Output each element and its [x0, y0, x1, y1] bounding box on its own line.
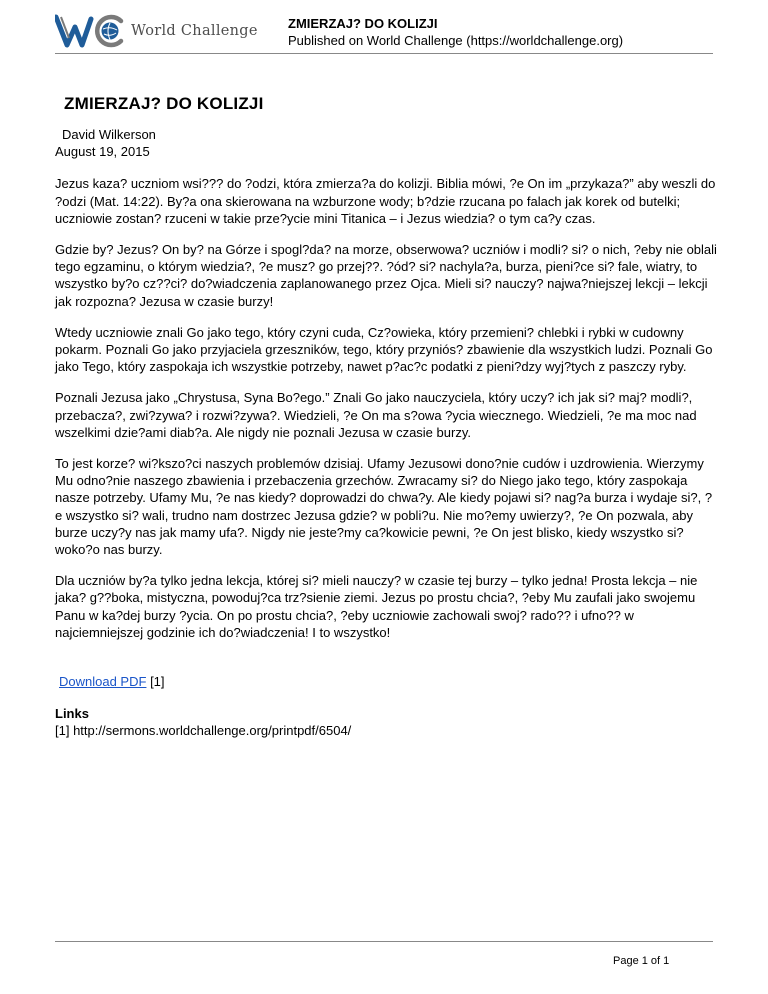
header-published: Published on World Challenge (https://worldchallenge.org) — [288, 33, 624, 48]
article-paragraph: Wtedy uczniowie znali Go jako tego, który czyni cuda, Cz?owieka, który przemieni? chlebki i rybki w cudowny pokarm. Poznali Go jako przyjaciela grzeszników, tego, który przyniós? zbawienie dla wszystkich ludzi. Poznali Go jako Tego, który zaspokaja ich wszystkie potrzeby, nawet p?ac?c podatki z pieni?dzy wyj?tych z paszczy ryby. — [55, 324, 713, 375]
download-section — [55, 673, 717, 690]
article-author: David Wilkerson — [62, 127, 156, 142]
world-challenge-logo[interactable] — [55, 14, 258, 48]
links-heading: Links — [55, 706, 89, 722]
header-title: ZMIERZAJ? DO KOLIZJI — [288, 16, 438, 31]
download-ref: [1] — [150, 674, 165, 690]
page-header — [55, 14, 713, 54]
link-item: [1] http://sermons.worldchallenge.org/printpdf/6504/ — [55, 723, 352, 739]
article-paragraph: Poznali Jezusa jako „Chrystusa, Syna Bo?ego.” Znali Go jako nauczyciela, który uczy? ich jak si? maj? modli?, przebacza?, zwi?zywa? i rozwi?zywa?. Wiedzieli, ?e On ma s?owa ?ycia wiecznego. Wiedzieli, ?e ma moc nad wszelkimi dzie?ami diab?a. Ale nigdy nie poznali Jezusa w czasie burzy. — [55, 390, 697, 440]
logo-text: World Challenge — [131, 23, 258, 39]
article-title: ZMIERZAJ? DO KOLIZJI — [64, 94, 264, 113]
header-divider — [55, 53, 713, 54]
world-challenge-logo-icon — [55, 14, 129, 48]
article-paragraph: Jezus kaza? uczniom wsi??? do ?odzi, która zmierza?a do kolizji. Biblia mówi, ?e On im „przykaza?” aby weszli do ?odzi (Mat. 14:22). By?a ona skierowana na wzburzone wody; b?dzie rzucana po falach jak korek od butelki; uczniowie zostan? rzuceni w takie prze?ycie mini Titanica – i Jezus wiedzia? o tym ca?y czas. — [55, 176, 716, 226]
article-body — [55, 126, 717, 740]
download-pdf-link[interactable]: Download PDF — [59, 674, 147, 690]
article-paragraph: Dla uczniów by?a tylko jedna lekcja, której si? mieli nauczy? w czasie tej burzy – tylko jedna! Prosta lekcja – nie jaka? g??boka, mistyczna, powoduj?ca trz?sienie ziemi. Jezus po prostu chcia?, ?eby Mu zaufali jako swojemu Panu w ka?dej burzy ?ycia. On po prostu chcia?, ?eby uczniowie zachowali swoj? rado?? i ufno?? w najciemniejszej godzinie ich do?wiadczenia! I to wszystko! — [55, 573, 698, 640]
article-meta — [55, 126, 717, 160]
footer-divider — [55, 941, 713, 942]
article-paragraph: Gdzie by? Jezus? On by? na Górze i spogl?da? na morze, obserwowa? uczniów i modli? si? o nich, ?eby nie oblali tego egzaminu, o którym wiedzia?, ?e musz? go przej??. ?ód? si? nachyla?a, burza, pieni?ce si? fale, wiatry, to wszystko by?o cz??ci? do?wiadczenia zaplanowanego przez Ojca. Mieli si? nauczy? najwa?niejszej lekcji – lekcji jak rozpozna? Jezusa w czasie burzy! — [55, 242, 717, 309]
article-date: August 19, 2015 — [55, 144, 150, 160]
article-paragraph: To jest korze? wi?kszo?ci naszych problemów dzisiaj. Ufamy Jezusowi dono?nie cudów i uzdrowienia. Wierzymy Mu odno?nie naszego zbawienia i przebaczenia grzechów. Zwracamy si? do Niego jako tego, który zaspokaja nasze potrzeby. Ufamy Mu, ?e nas kiedy? doprowadzi do chwa?y. Ale kiedy pojawi si? nag?a burza i wydaje si?, ?e wszystko si? wali, trudno nam dostrzec Jezusa gdzie? w pobli?u. Nie mo?emy uwierzy?, ?e On pozwala, aby burze uczy?y nas jak mamy ufa?. Nigdy nie jeste?my ca?kowicie pewni, ?e On jest blisko, kiedy wszystko si? woko?o nas burzy. — [55, 456, 713, 558]
page-number: Page 1 of 1 — [613, 955, 670, 967]
